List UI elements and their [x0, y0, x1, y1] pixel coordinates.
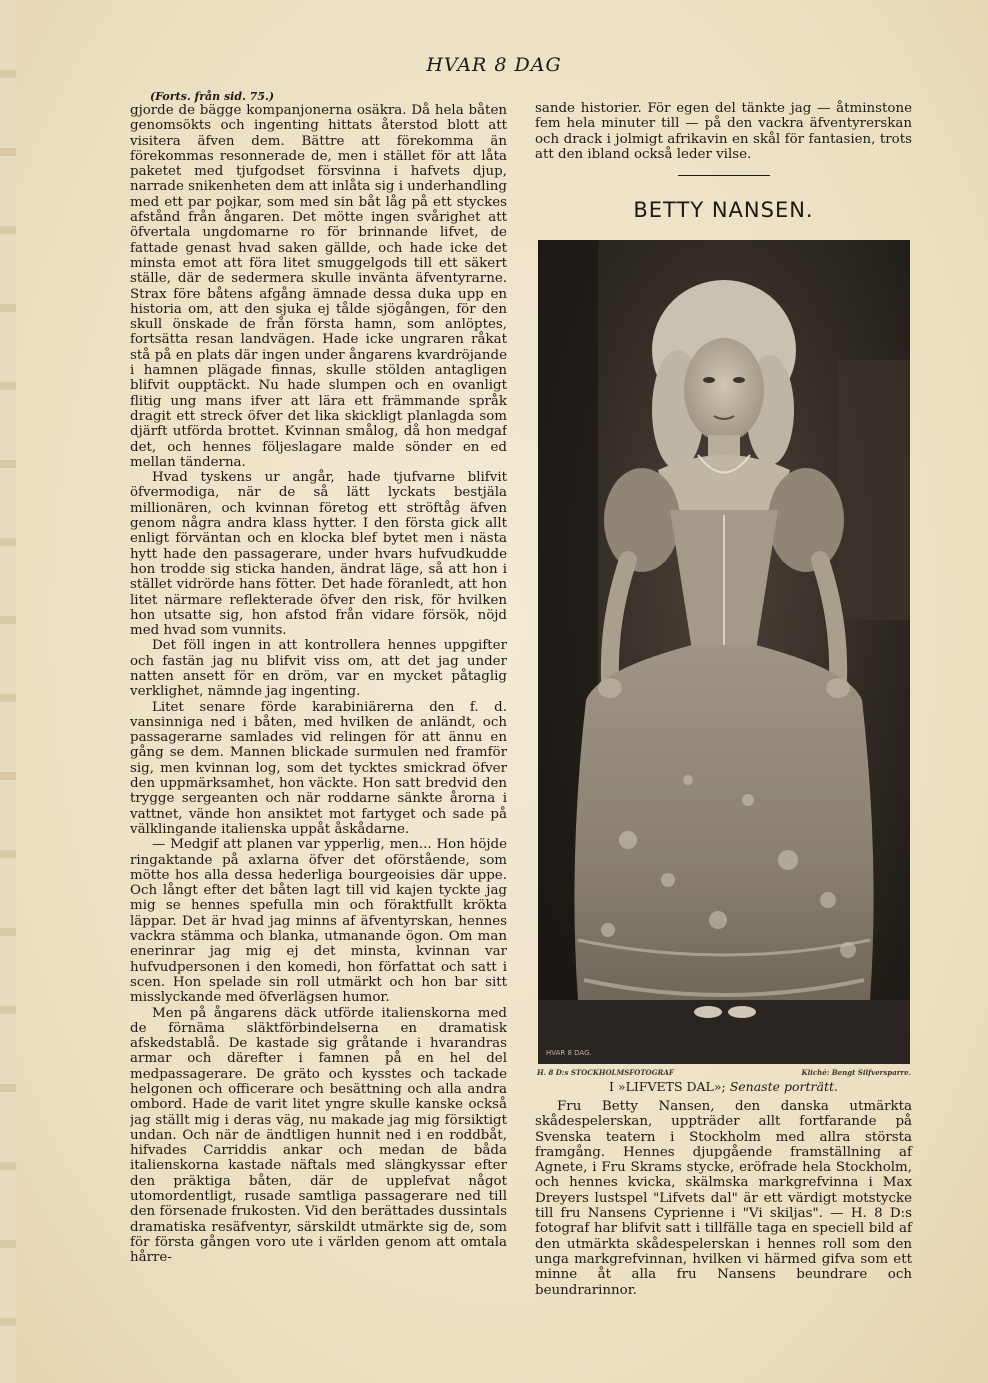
section-divider [678, 175, 770, 176]
portrait-photo [538, 240, 910, 1064]
page-binding-edge [0, 0, 16, 1383]
engraver-credit: Klichė: Bengt Silfversparre. [801, 1068, 911, 1077]
photo-caption [535, 1079, 912, 1094]
feature-title: BETTY NANSEN. [633, 198, 814, 222]
feature-paragraph: Fru Betty Nansen, den danska utmärkta skådespelerskan, uppträder allt fortfarande på Svenska teatern i Stockholm med allra största framgång. Hennes djupgående framställning af Agnete, i Fru Skrams stycke, eröfrade hela Stockholm, och hennes kvicka, skälmska markgrefvinna i Max Dreyers lustspel "Lifvets dal" är ett värdigt motstycke till fru Nansens Cyprienne i "Vi skiljas". — H. 8 D:s fotograf har blifvit satt i tillfälle taga en speciell bild af den utmärkta skådespelerskan i hennes roll som den unga markgrefvinnan, hvilken vi härmed gifva som ett minne åt alla fru Nansens beundrare och beundrarinnor. [535, 1099, 912, 1298]
article-paragraph: — Medgif att planen var ypperlig, men... Hon höjde ringaktande på axlarna öfver det oförstående, som mötte hos alla dessa hederliga bourgeoisies där uppe. Och långt efter det båten lagt till vid kajen tyckte jag mig se hennes spefulla min och föraktfullt krökta läppar. Det är hvad jag minns af äfventyrskan, hennes vackra stämma och blanka, utmanande ögon. Om man enerinrar jag mig ej det minsta, kvinnan var hufvudpersonen i den komedi, hon författat och satt i scen. Hon spelade sin roll utmärkt och hon bar sitt misslyckande med öfverlägsen humor. [130, 837, 507, 1006]
article-paragraph: Hvad tyskens ur angår, hade tjufvarne blifvit öfvermodiga, när de så lätt lyckats bestjäla millionären, och kvinnan företog ett ströftåg äfven genom några andra klass hytter. I den första gick allt enligt förväntan och en klocka blef bytet men i nästa hytt hade den passagerare, under hvars hufvudkudde hon trodde sig sticka handen, ändrat läge, så att hon i stället vidrörde hans fötter. Det hade föranledt, att hon litet närmare reflekterade öfver den risk, för hvilken hon utsatte sig, hon afstod från vidare försök, nöjd med hvad som vunnits. [130, 470, 507, 639]
article-ending: sande historier. För egen del tänkte jag — åtminstone fem hela minuter till — på den vackra äfventyrerskan och drack i jolmigt afrikavin en skål för fantasien, trots att den ibland också leder vilse. [535, 101, 912, 162]
continued-note: (Forts. från sid. 75.) [150, 90, 275, 103]
article-paragraph: Det föll ingen in att kontrollera hennes uppgifter och fastän jag nu blifvit viss om, att det jag under natten ansett för en dröm, var en mycket påtaglig verklighet, nämnde jag ingenting. [130, 638, 507, 700]
photo-credits [537, 1068, 911, 1077]
photo-watermark: HVAR 8 DAG. [546, 1049, 592, 1057]
photographer-credit: H. 8 D:s STOCKHOLMSFOTOGRAF [537, 1068, 674, 1077]
right-column-bottom [535, 1099, 912, 1298]
article-paragraph: Litet senare förde karabiniärerna den f. d. vansinniga ned i båten, med hvilken de anländt, och passagerarne samlades vid relingen för att ännu en gång se dem. Mannen blickade surmulen ned framför sig, men kvinnan log, som det tycktes smickrad öfver den uppmärksamhet, hon väckte. Hon satt bredvid den trygge sergeanten och när roddarne sänkte årorna i vattnet, vände hon ansiktet mot fartyget och sade på välklingande italienska uppåt åskådarne. [130, 699, 507, 837]
article-paragraph: gjorde de bägge kompanjonerna osäkra. Då hela båten genomsökts och ingenting hittats återstod blott att visitera äfven dem. Bättre att förekomma än förekommas resonnerade de, men i stället för att låta paketet med tjufgodset försvinna i hafvets djup, narrade snikenheten dem att inlåta sig i underhandling med ett par pojkar, som med sin båt låg på ett styckes afstånd från ångaren. Det mötte ingen svårighet att öfvertala ungdomarne ro för brinnande lifvet, de fattade genast hvad saken gällde, och hade icke det minsta emot att föra litet smuggelgods till ett säkert ställe, där de sedermera skulle invänta äfventyrarne. Strax före båtens afgång ämnade dessa duka upp en historia om, att den sjuka ej tålde sjögången, för den skull önskade de från första hamn, som anlöptes, fortsätta resan landvägen. Hade icke ungraren råkat stå på en plats där ingen under ångarens kvardröjande i hamnen plägade finnas, skulle stölden antagligen blifvit oupptäckt. Nu hade slumpen och en ovanligt flitig ung mans ifver att lära ett främmande språk dragit ett streck öfver det lika skickligt planlagda som djärft utförda brottet. Kvinnan smålog, då hon medgaf det, och hennes följeslagare malde sönder en ed mellan tänderna. [130, 103, 507, 470]
page-header: HVAR 8 DAG [426, 54, 562, 76]
left-column [130, 90, 507, 1290]
article-paragraph: Men på ångarens däck utförde italienskorna med de förnäma släktförbindelserna en dramatisk afskedstablå. De kastade sig gråtande i hvarandras armar och därefter i famnen på en hel del medpassagerare. De gräto och kysstes och tackade helgonen och officerare och besättning och alla andra ombord. Hade de varit litet yngre skulle kanske också jag ställt mig i deras väg, nu makade jag mig försiktigt undan. Och när de ändtligen hunnit ned i en roddbåt, hifvades Carriddis ankar och medan de båda italienskorna kastade näftals med slängkyssar efter den präktiga båten, där de upplefvat något utomordentligt, rusade samtliga passagerare ned till den försenade frukosten. Vid den berättades dussintals dramatiska resäfventyr, särskildt utmärkte sig de, som för första gången voro ute i världen genom att omtala hårre- [130, 1005, 507, 1266]
caption-italic: Senaste porträtt. [729, 1079, 838, 1094]
right-column-top [535, 101, 912, 162]
caption-main: I »LIFVETS DAL»; [609, 1079, 726, 1094]
portrait-illustration [538, 240, 910, 1064]
